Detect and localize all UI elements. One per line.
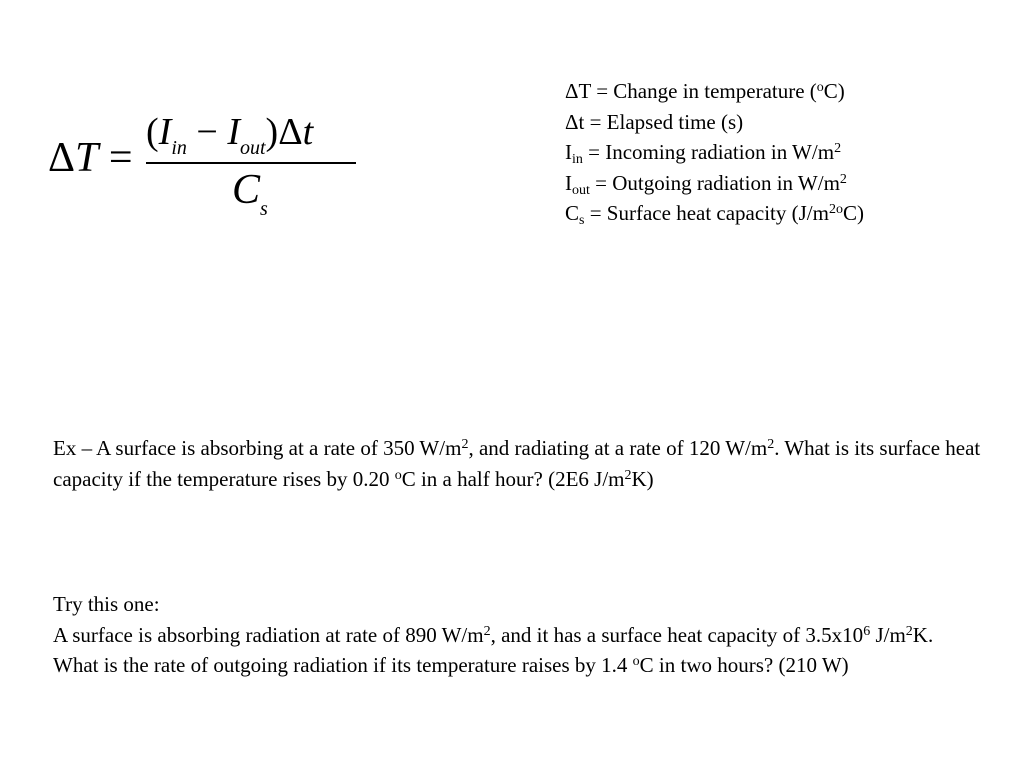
example-sup: 2 bbox=[767, 437, 775, 452]
formula-lhs bbox=[48, 134, 133, 182]
legend-text: ΔT = Change in temperature ( bbox=[565, 79, 817, 103]
example-text: C in a half hour? (2E6 J/m bbox=[401, 466, 625, 491]
heat-equation-formula bbox=[48, 104, 378, 224]
num-minus: − bbox=[186, 111, 228, 153]
practice-heading: Try this one: bbox=[53, 592, 160, 616]
legend-text: C) bbox=[823, 79, 845, 103]
practice-text: K. What is the rate of outgoing radiation if its temperature raises by 1.4 bbox=[53, 622, 934, 677]
legend-text: I bbox=[565, 140, 572, 164]
example-text: , and radiating at a rate of 120 W/m bbox=[468, 436, 768, 460]
example-sup: 2 bbox=[624, 467, 632, 483]
legend-text: = Outgoing radiation in W/m bbox=[589, 170, 840, 195]
legend-line-i-out bbox=[565, 168, 864, 199]
den-c-sub: s bbox=[260, 198, 268, 220]
legend-text: C) bbox=[842, 201, 864, 225]
legend-line-delta-t bbox=[565, 107, 864, 138]
practice-text: , and it has a surface heat capacity of 3.5x10 bbox=[490, 622, 864, 647]
legend-text: = Incoming radiation in W/m bbox=[582, 140, 835, 164]
num-close-paren: ) bbox=[265, 111, 279, 153]
example-sup: 2 bbox=[461, 437, 469, 452]
legend-text: C bbox=[565, 201, 580, 225]
legend-sub: s bbox=[579, 213, 585, 228]
practice-body bbox=[53, 620, 983, 681]
example-problem bbox=[53, 433, 983, 494]
practice-sup: 2 bbox=[483, 623, 491, 639]
formula-denominator bbox=[232, 166, 268, 221]
legend-sub: in bbox=[572, 152, 583, 167]
num-i-out-sub: out bbox=[239, 137, 266, 159]
example-text: . What is its surface heat capacity if the temperature rises by 0.20 bbox=[53, 436, 981, 491]
lhs-var: T bbox=[75, 135, 99, 181]
practice-text: A surface is absorbing radiation at rate of 890 W/m bbox=[53, 622, 484, 647]
legend-line-c-s bbox=[565, 198, 864, 229]
legend-sup: o bbox=[835, 202, 843, 217]
formula-numerator bbox=[146, 110, 313, 160]
fraction-bar bbox=[146, 162, 356, 164]
practice-sup: 6 bbox=[863, 623, 871, 639]
practice-sup: o bbox=[632, 654, 640, 669]
example-text: K) bbox=[631, 466, 654, 491]
legend-sup: 2 bbox=[839, 171, 847, 187]
practice-sup: 2 bbox=[905, 623, 913, 639]
den-c: C bbox=[232, 167, 261, 213]
legend-text: Δt = Elapsed time (s) bbox=[565, 109, 744, 134]
num-delta: Δ bbox=[278, 111, 303, 153]
legend-sub: out bbox=[572, 182, 590, 198]
example-sup: o bbox=[394, 467, 402, 483]
num-t: t bbox=[302, 111, 314, 153]
legend-text: I bbox=[565, 170, 572, 195]
legend-sup: 2 bbox=[828, 202, 836, 217]
legend-sup: o bbox=[816, 80, 824, 95]
lhs-delta: Δ bbox=[48, 135, 76, 181]
example-text: Ex – A surface is absorbing at a rate of 350 W/m bbox=[53, 436, 462, 460]
num-i-out: I bbox=[227, 111, 240, 153]
num-i-in-sub: in bbox=[171, 137, 187, 159]
legend-text: = Surface heat capacity (J/m bbox=[584, 201, 829, 225]
practice-problem bbox=[53, 589, 983, 681]
legend-line-delta-T bbox=[565, 76, 864, 107]
lhs-equals: = bbox=[98, 135, 133, 181]
practice-text: C in two hours? (210 W) bbox=[639, 653, 849, 677]
practice-text: J/m bbox=[870, 622, 906, 647]
legend-sup: 2 bbox=[834, 141, 842, 156]
legend-line-i-in bbox=[565, 137, 864, 168]
num-i-in: I bbox=[158, 111, 172, 153]
num-open-paren: ( bbox=[146, 111, 159, 153]
variable-legend bbox=[565, 76, 864, 229]
